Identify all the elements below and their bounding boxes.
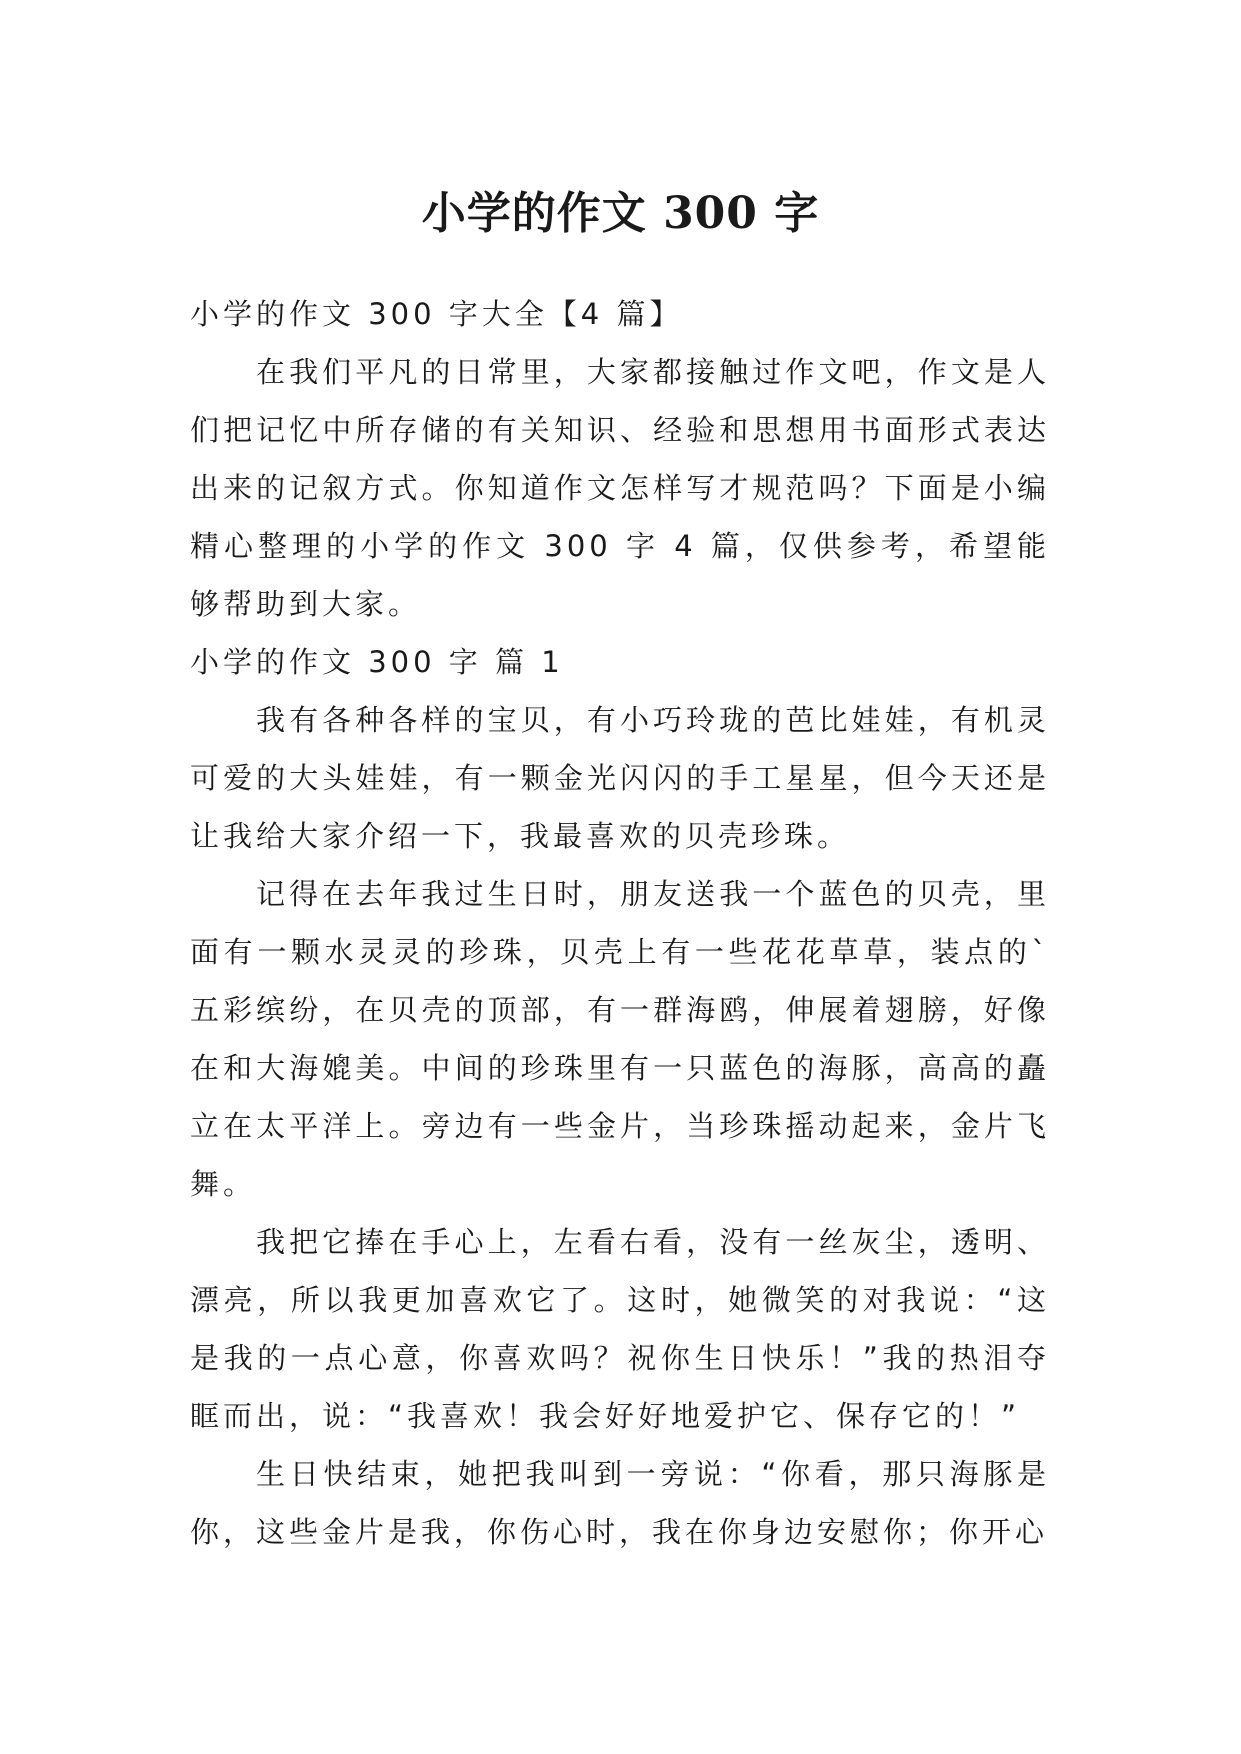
- intro-paragraph: 在我们平凡的日常里，大家都接触过作文吧，作文是人们把记忆中所存储的有关知识、经验和思想用书面形式表达出来的记叙方式。你知道作文怎样写才规范吗？下面是小编精心整理的小学的作文 300 字 4 篇，仅供参考，希望能够帮助到大家。: [190, 355, 1050, 621]
- body-paragraph: 我把它捧在手心上，左看右看，没有一丝灰尘，透明、漂亮，所以我更加喜欢它了。这时，她微笑的对我说：“这是我的一点心意，你喜欢吗？祝你生日快乐！”我的热泪夺眶而出，说：“我喜欢！我会好好地爱护它、保存它的！”: [190, 1225, 1050, 1433]
- body-paragraph: 生日快结束，她把我叫到一旁说：“你看，那只海豚是你，这些金片是我，你伤心时，我在你身边安慰你；你开心: [190, 1457, 1050, 1549]
- document-body: [190, 285, 1050, 1561]
- body-paragraph: 记得在去年我过生日时，朋友送我一个蓝色的贝壳，里面有一颗水灵灵的珍珠，贝壳上有一些花花草草，装点的`五彩缤纷，在贝壳的顶部，有一群海鸥，伸展着翅膀，好像在和大海媲美。中间的珍珠里有一只蓝色的海豚，高高的矗立在太平洋上。旁边有一些金片，当珍珠摇动起来，金片飞舞。: [190, 877, 1050, 1201]
- document-subtitle: 小学的作文 300 字大全【4 篇】: [190, 297, 683, 331]
- document-title: 小学的作文 300 字: [421, 188, 820, 240]
- section-heading: 小学的作文 300 字 篇 1: [190, 645, 564, 679]
- body-paragraph: 我有各种各样的宝贝，有小巧玲珑的芭比娃娃，有机灵可爱的大头娃娃，有一颗金光闪闪的手工星星，但今天还是让我给大家介绍一下，我最喜欢的贝壳珍珠。: [190, 703, 1050, 853]
